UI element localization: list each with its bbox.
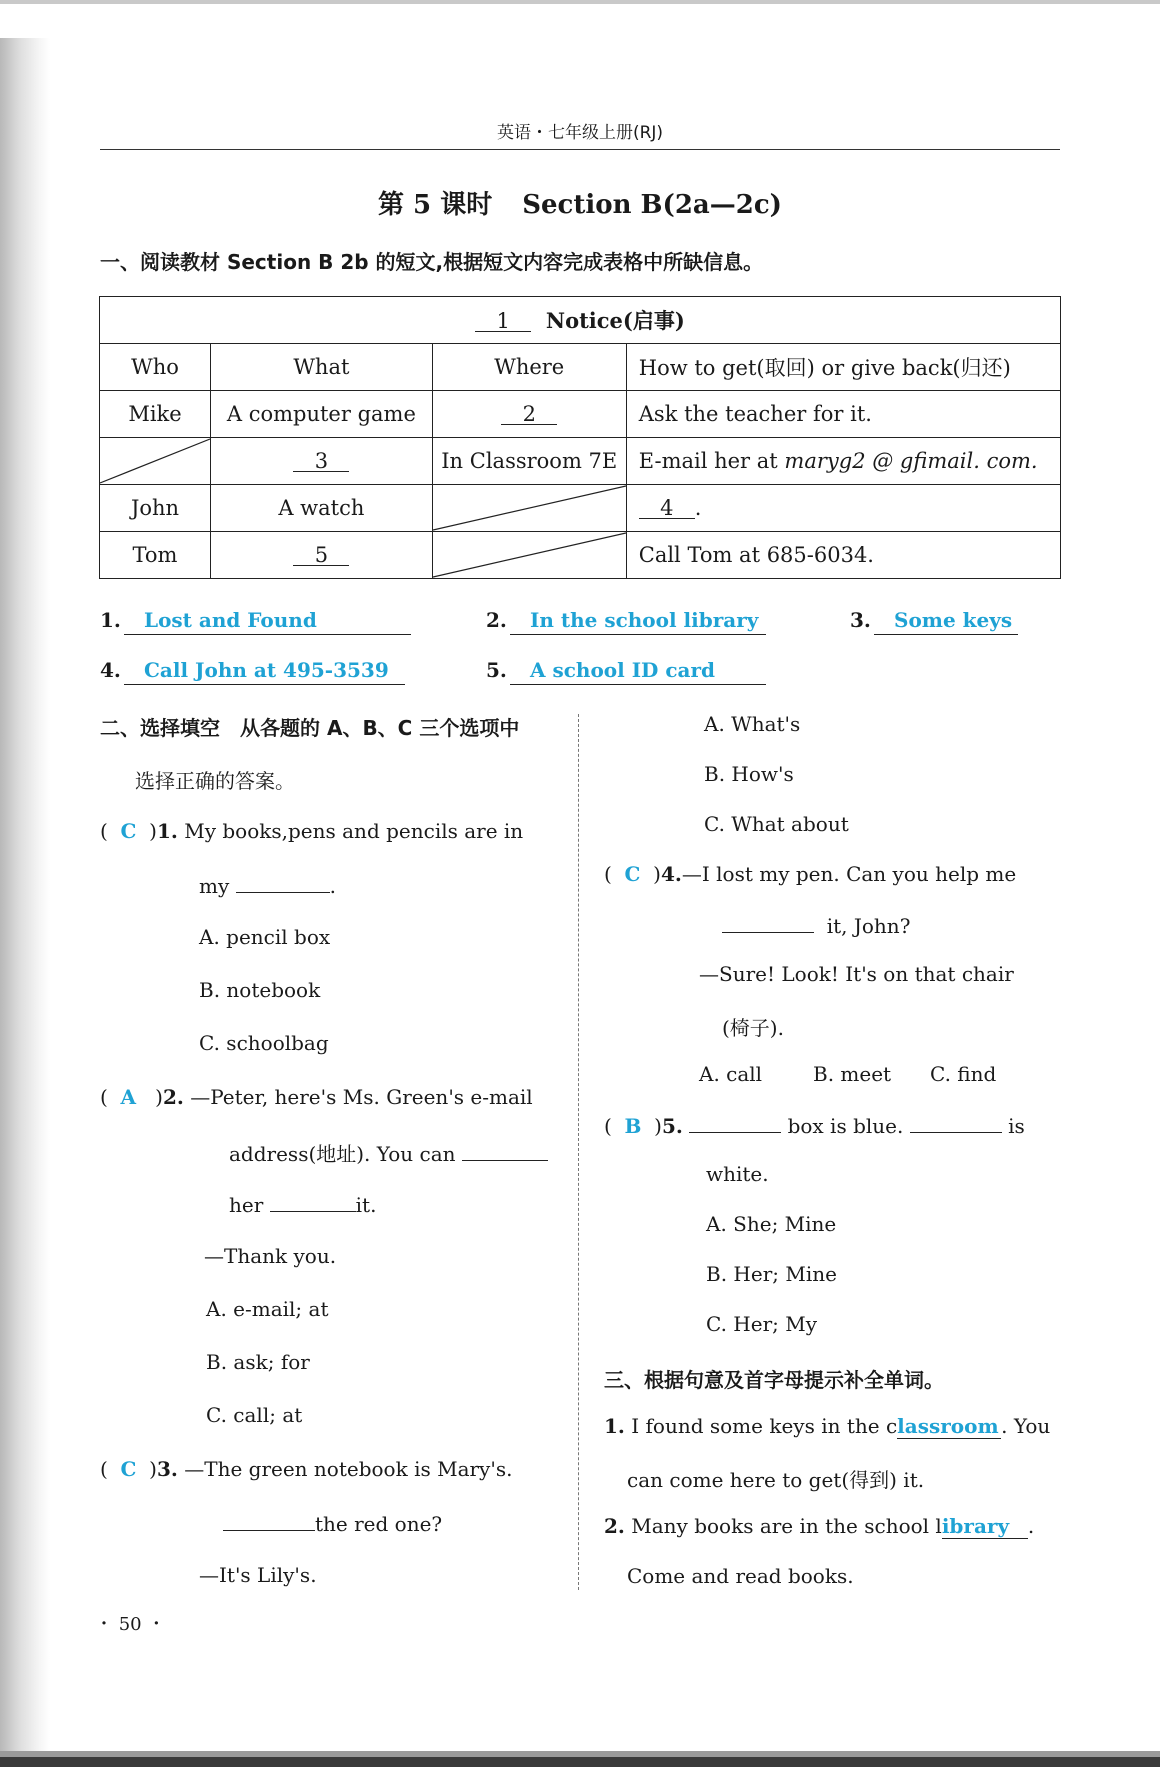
fill-answer[interactable]: lassroom [897, 1414, 1001, 1439]
table-title-cell [100, 297, 1061, 344]
part2-title-line2: 选择正确的答案。 [135, 769, 295, 793]
cell-who: John [100, 485, 211, 532]
question-stem: is [1008, 1114, 1025, 1138]
answer-number: 2. [486, 608, 507, 632]
cell-what [211, 438, 433, 485]
cell-where: In Classroom 7E [432, 438, 626, 485]
option-c[interactable]: C. schoolbag [199, 1031, 329, 1055]
question-stem: I found some keys in the c [631, 1414, 898, 1438]
cell-how [626, 485, 1060, 532]
notice-table [99, 296, 1061, 579]
question-stem: . You [1001, 1414, 1051, 1438]
reply-line: (椅子). [722, 1016, 784, 1040]
option-b[interactable]: B. meet [813, 1062, 892, 1086]
answer-field[interactable]: Some keys [874, 606, 1018, 635]
question-stem-line [722, 912, 910, 938]
option-b[interactable]: B. ask; for [206, 1350, 310, 1374]
answer-number: 3. [850, 608, 871, 632]
question-2: ( A )2. —Peter, here's Ms. Green's e-mail [100, 1085, 533, 1109]
table-title-row [100, 297, 1061, 344]
cell-how [626, 438, 1060, 485]
blank[interactable] [910, 1112, 1002, 1133]
blank[interactable] [236, 872, 330, 893]
answer-choice[interactable]: A [120, 1085, 137, 1109]
blank[interactable] [722, 912, 814, 933]
cell-where [432, 391, 626, 438]
reply-line: —Sure! Look! It's on that chair [699, 962, 1014, 986]
option-a[interactable]: A. e-mail; at [206, 1297, 329, 1321]
header-how: How to get(取回) or give back(归还) [626, 344, 1060, 391]
answer-number: 5. [486, 658, 507, 682]
cell-who: Mike [100, 391, 211, 438]
option-a[interactable]: A. What's [704, 712, 801, 736]
option-b[interactable]: B. How's [704, 762, 794, 786]
answer-choice[interactable]: C [120, 1457, 137, 1481]
blank[interactable] [223, 1510, 315, 1531]
lesson-number: 第 5 课时 [378, 190, 493, 220]
reply-line: —It's Lily's. [199, 1563, 317, 1587]
answer-choice[interactable]: C [120, 819, 137, 843]
stem-text: her [229, 1193, 264, 1217]
question-5: ( B )5. box is blue. is [604, 1114, 1025, 1138]
question-number: 4. [660, 862, 682, 886]
blank-5: 5 [293, 545, 349, 566]
cell-where-empty [432, 485, 626, 532]
fill-answer[interactable]: ibrary [942, 1514, 1028, 1539]
question-number: 2. [604, 1514, 625, 1538]
question-stem: —I lost my pen. Can you help me [681, 862, 1017, 886]
table-row [100, 391, 1061, 438]
question-stem-line: white. [706, 1162, 769, 1186]
stem-text: address(地址). You can [229, 1142, 456, 1166]
fill-question-2 [604, 1514, 1034, 1539]
question-stem: —Peter, here's Ms. Green's e-mail [190, 1085, 533, 1109]
how-prefix: E-mail her at [638, 449, 785, 473]
lesson-title [100, 184, 1060, 221]
table-header-row [100, 344, 1061, 391]
cell-how: Ask the teacher for it. [626, 391, 1060, 438]
diagonal-line [433, 485, 626, 531]
top-edge [0, 0, 1160, 4]
question-stem: Many books are in the school l [631, 1514, 942, 1538]
question-stem: box is blue. [787, 1114, 904, 1138]
stem-text: it, John? [826, 914, 911, 938]
diagonal-line [433, 532, 626, 578]
table-row [100, 485, 1061, 532]
table-row [100, 438, 1061, 485]
stem-text: my [199, 874, 230, 898]
answer-number: 1. [100, 608, 121, 632]
part3-title: 三、根据句意及首字母提示补全单词。 [604, 1368, 944, 1392]
column-divider [578, 714, 579, 1590]
answer-choice[interactable]: B [624, 1114, 642, 1138]
option-a[interactable]: A. call [699, 1062, 763, 1086]
cell-where-empty [432, 532, 626, 579]
question-number: 1. [604, 1414, 625, 1438]
answer-field[interactable]: Lost and Found [124, 606, 411, 635]
blank-4: 4 [639, 498, 695, 519]
fill-question-1 [604, 1414, 1050, 1439]
question-stem-line [223, 1510, 442, 1536]
cell-what [211, 532, 433, 579]
page-spine-shadow [0, 38, 50, 1758]
question-stem-line: Come and read books. [627, 1564, 854, 1588]
stem-text: the red one? [315, 1512, 443, 1536]
cell-who: Tom [100, 532, 211, 579]
email-address: maryg2 @ gfimail. com. [784, 449, 1038, 473]
question-number: 3. [156, 1457, 178, 1481]
question-stem-line [229, 1191, 376, 1217]
how-suffix: . [694, 496, 702, 520]
stem-text: it. [355, 1193, 377, 1217]
diagonal-line [100, 438, 210, 484]
blank[interactable] [270, 1191, 356, 1212]
question-number: 5. [661, 1114, 683, 1138]
question-stem-line [229, 1138, 548, 1167]
option-c[interactable]: C. find [930, 1062, 997, 1086]
cell-what: A watch [211, 485, 433, 532]
header-who: Who [100, 344, 211, 391]
answer-field[interactable]: In the school library [510, 606, 766, 635]
table-row [100, 532, 1061, 579]
running-header: 英语・七年级上册(RJ) [496, 123, 664, 143]
option-b[interactable]: B. Her; Mine [706, 1262, 837, 1286]
question-stem-line [199, 872, 336, 898]
page-number: ・ 50 ・ [95, 1614, 166, 1635]
blank-3: 3 [293, 451, 349, 472]
answer-field[interactable]: Call John at 495-3539 [124, 656, 405, 685]
question-4: ( C )4.—I lost my pen. Can you help me [604, 862, 1017, 886]
question-3: ( C )3. —The green notebook is Mary's. [100, 1457, 513, 1481]
blank[interactable] [689, 1112, 781, 1133]
question-1: ( C )1. My books,pens and pencils are in [100, 819, 524, 843]
question-number: 2. [162, 1085, 184, 1109]
header-rule [100, 149, 1060, 150]
lesson-section: Section B(2a—2c) [522, 190, 782, 220]
option-b[interactable]: B. notebook [199, 978, 321, 1002]
stem-text: . [329, 874, 336, 898]
question-stem: —The green notebook is Mary's. [184, 1457, 513, 1481]
answer-number: 4. [100, 658, 121, 682]
cell-how: Call Tom at 685-6034. [626, 532, 1060, 579]
cell-what: A computer game [211, 391, 433, 438]
reply-line: —Thank you. [204, 1244, 337, 1268]
option-a[interactable]: A. pencil box [199, 925, 331, 949]
blank-2: 2 [501, 404, 557, 425]
question-stem: My books,pens and pencils are in [184, 819, 524, 843]
part1-title: 一、阅读教材 Section B 2b 的短文,根据短文内容完成表格中所缺信息。 [100, 250, 764, 274]
header-what: What [211, 344, 433, 391]
question-stem: . [1027, 1514, 1035, 1538]
blank[interactable] [462, 1140, 548, 1161]
question-number: 1. [156, 819, 178, 843]
option-c[interactable]: C. What about [704, 812, 849, 836]
notice-label: Notice(启事) [545, 308, 685, 333]
part2-title: 二、选择填空 从各题的 A、B、C 三个选项中 [100, 716, 520, 740]
blank-1: 1 [475, 311, 531, 332]
option-a[interactable]: A. She; Mine [706, 1212, 837, 1236]
answer-field[interactable]: A school ID card [510, 656, 766, 685]
bottom-edge [0, 1757, 1160, 1767]
cell-who-empty [100, 438, 211, 485]
header-where: Where [432, 344, 626, 391]
option-c[interactable]: C. call; at [206, 1403, 303, 1427]
answer-choice[interactable]: C [624, 862, 641, 886]
option-c[interactable]: C. Her; My [706, 1312, 818, 1336]
question-stem-line: can come here to get(得到) it. [627, 1468, 925, 1492]
